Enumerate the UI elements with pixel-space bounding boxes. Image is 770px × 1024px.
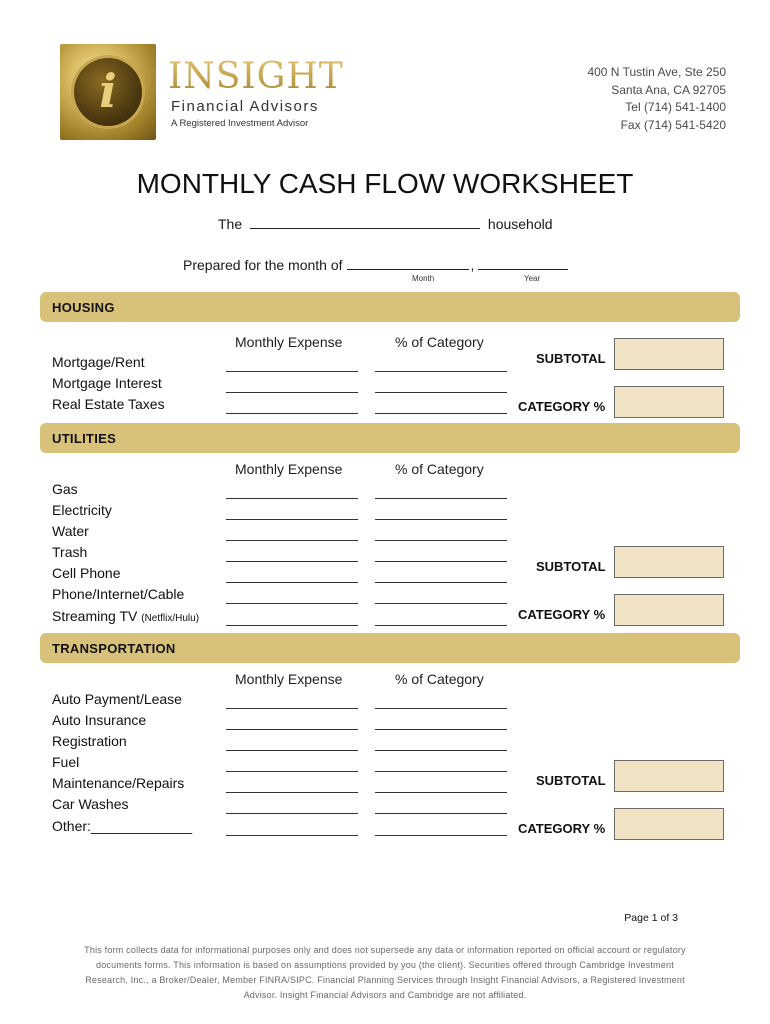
section-title-utilities: UTILITIES bbox=[52, 431, 117, 446]
percent-field[interactable] bbox=[375, 582, 507, 583]
transportation-item: Fuel bbox=[52, 754, 80, 770]
subtotal-field[interactable] bbox=[614, 338, 724, 370]
category-pct-label: CATEGORY % bbox=[518, 821, 606, 836]
percent-field[interactable] bbox=[375, 771, 507, 772]
category-pct-field[interactable] bbox=[614, 386, 724, 418]
streaming-note: (Netflix/Hulu) bbox=[141, 613, 200, 624]
page-title: MONTHLY CASH FLOW WORKSHEET bbox=[136, 168, 634, 199]
expense-field[interactable] bbox=[226, 519, 358, 520]
month-field[interactable] bbox=[347, 257, 469, 270]
year-field[interactable] bbox=[478, 257, 568, 270]
transportation-item: Auto Payment/Lease bbox=[52, 691, 182, 707]
household-suffix: household bbox=[487, 216, 553, 232]
category-pct-field[interactable] bbox=[614, 594, 724, 626]
prepared-comma: , bbox=[470, 257, 475, 273]
expense-field[interactable] bbox=[226, 413, 358, 414]
expense-field[interactable] bbox=[226, 540, 358, 541]
category-pct-label: CATEGORY % bbox=[518, 607, 606, 622]
percent-field[interactable] bbox=[375, 708, 507, 709]
utilities-item: Trash bbox=[52, 544, 88, 560]
brand-subtitle: Financial Advisors bbox=[171, 98, 319, 115]
utilities-item: Gas bbox=[52, 481, 78, 497]
col-header-expense: Monthly Expense bbox=[235, 334, 343, 350]
transportation-item: Car Washes bbox=[52, 796, 129, 812]
percent-field[interactable] bbox=[375, 392, 507, 393]
utilities-item bbox=[52, 608, 199, 624]
disclaimer-line: This form collects data for informational purposes only and does not supersede any data or information reported on official account or regulatory bbox=[84, 945, 686, 955]
percent-field[interactable] bbox=[375, 813, 507, 814]
household-line bbox=[218, 216, 553, 232]
section-title-transportation: TRANSPORTATION bbox=[52, 641, 176, 656]
percent-field[interactable] bbox=[375, 792, 507, 793]
expense-field[interactable] bbox=[226, 729, 358, 730]
disclaimer-line: Advisor. Insight Financial Advisors and Cambridge are not affiliated. bbox=[243, 990, 527, 1000]
col-header-percent: % of Category bbox=[395, 334, 484, 350]
expense-field[interactable] bbox=[226, 792, 358, 793]
subtotal-label: SUBTOTAL bbox=[536, 351, 606, 366]
expense-field[interactable] bbox=[226, 813, 358, 814]
month-caption: Month bbox=[412, 274, 435, 283]
expense-field[interactable] bbox=[226, 603, 358, 604]
transportation-item: Other:_____________ bbox=[52, 818, 193, 834]
percent-field[interactable] bbox=[375, 413, 507, 414]
percent-field[interactable] bbox=[375, 540, 507, 541]
category-pct-field[interactable] bbox=[614, 808, 724, 840]
prepared-prefix: Prepared for the month of bbox=[183, 257, 343, 273]
address-fax: Fax (714) 541-5420 bbox=[620, 117, 726, 132]
section-title-housing: HOUSING bbox=[52, 300, 115, 315]
address-street: 400 N Tustin Ave, Ste 250 bbox=[587, 65, 726, 79]
address-tel: Tel (714) 541-1400 bbox=[625, 100, 726, 114]
expense-field[interactable] bbox=[226, 392, 358, 393]
address-city: Santa Ana, CA 92705 bbox=[611, 82, 726, 97]
address-block bbox=[587, 64, 726, 134]
disclaimer bbox=[40, 943, 730, 1003]
transportation-item: Maintenance/Repairs bbox=[52, 775, 185, 791]
housing-item: Mortgage Interest bbox=[52, 375, 162, 391]
prepared-line bbox=[183, 257, 568, 273]
percent-field[interactable] bbox=[375, 750, 507, 751]
logo-emblem bbox=[74, 58, 142, 126]
percent-field[interactable] bbox=[375, 625, 507, 626]
household-name-field[interactable] bbox=[250, 216, 480, 229]
utilities-item: Electricity bbox=[52, 502, 112, 518]
utilities-item: Water bbox=[52, 523, 89, 539]
brand-tagline: A Registered Investment Advisor bbox=[171, 118, 309, 129]
subtotal-field[interactable] bbox=[614, 546, 724, 578]
percent-field[interactable] bbox=[375, 835, 507, 836]
subtotal-label: SUBTOTAL bbox=[536, 559, 606, 574]
section-bar-transportation bbox=[40, 633, 740, 663]
percent-field[interactable] bbox=[375, 603, 507, 604]
expense-field[interactable] bbox=[226, 835, 358, 836]
utilities-item-label: Streaming TV bbox=[52, 608, 138, 624]
utilities-item: Cell Phone bbox=[52, 565, 121, 581]
section-bar-utilities bbox=[40, 423, 740, 453]
col-header-expense: Monthly Expense bbox=[235, 461, 343, 477]
page-number: Page 1 of 3 bbox=[624, 912, 678, 924]
percent-field[interactable] bbox=[375, 561, 507, 562]
expense-field[interactable] bbox=[226, 750, 358, 751]
logo bbox=[60, 44, 156, 140]
housing-item: Mortgage/Rent bbox=[52, 354, 145, 370]
expense-field[interactable] bbox=[226, 708, 358, 709]
percent-field[interactable] bbox=[375, 729, 507, 730]
expense-field[interactable] bbox=[226, 582, 358, 583]
subtotal-field[interactable] bbox=[614, 760, 724, 792]
expense-field[interactable] bbox=[226, 371, 358, 372]
col-header-percent: % of Category bbox=[395, 671, 484, 687]
disclaimer-line: Research, Inc., a Broker/Dealer, Member FINRA/SIPC. Financial Planning Services through Insight Financial Advisors, a Registered Investment bbox=[85, 975, 685, 985]
transportation-item: Registration bbox=[52, 733, 127, 749]
transportation-item: Auto Insurance bbox=[52, 712, 147, 728]
category-pct-label: CATEGORY % bbox=[518, 399, 606, 414]
expense-field[interactable] bbox=[226, 625, 358, 626]
percent-field[interactable] bbox=[375, 498, 507, 499]
percent-field[interactable] bbox=[375, 371, 507, 372]
household-prefix: The bbox=[218, 216, 243, 232]
housing-item: Real Estate Taxes bbox=[52, 396, 165, 412]
col-header-percent: % of Category bbox=[395, 461, 484, 477]
expense-field[interactable] bbox=[226, 561, 358, 562]
subtotal-label: SUBTOTAL bbox=[536, 773, 606, 788]
percent-field[interactable] bbox=[375, 519, 507, 520]
expense-field[interactable] bbox=[226, 498, 358, 499]
section-bar-housing bbox=[40, 292, 740, 322]
year-caption: Year bbox=[524, 274, 541, 283]
brand-name: INSIGHT bbox=[168, 56, 344, 97]
expense-field[interactable] bbox=[226, 771, 358, 772]
col-header-expense: Monthly Expense bbox=[235, 671, 343, 687]
logo-letter: i bbox=[99, 64, 117, 118]
disclaimer-line: documents forms. This information is based on assumptions provided by you (the client). Securities offered through Cambridge Investment bbox=[96, 960, 674, 970]
utilities-item: Phone/Internet/Cable bbox=[52, 586, 185, 602]
